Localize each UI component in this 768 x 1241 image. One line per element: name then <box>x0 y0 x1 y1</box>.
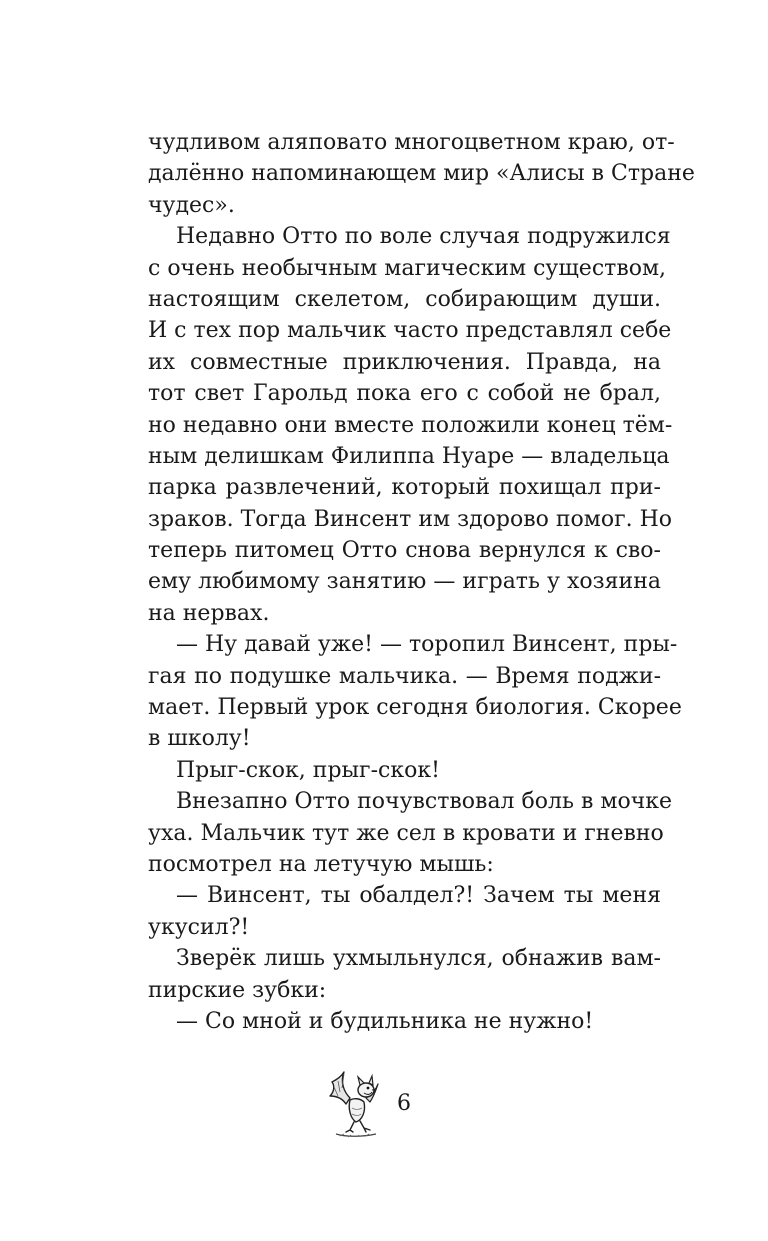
text-line: укусил?! <box>148 914 250 940</box>
text-line: настоящим скелетом, собирающим души. <box>148 286 661 312</box>
text-line: парка развлечений, который похищал при- <box>148 475 661 501</box>
text-line: пирские зубки: <box>148 977 327 1003</box>
page-footer <box>326 1068 446 1140</box>
text-line: теперь питомец Отто снова вернулся к сво- <box>148 538 661 564</box>
text-line: гая по подушке мальчика. — Время поджи- <box>148 663 661 689</box>
text-line: чудес». <box>148 192 235 218</box>
text-line: с очень необычным магическим существом, <box>148 255 667 281</box>
text-line: на нервах. <box>148 600 270 626</box>
text-line: Зверёк лишь ухмыльнулся, обнажив вам- <box>176 946 661 972</box>
text-line: их совместные приключения. Правда, на <box>148 349 661 375</box>
text-line: И с тех пор мальчик часто представлял себе <box>148 318 672 344</box>
text-line: в школу! <box>148 726 251 752</box>
text-line: тот свет Гарольд пока его с собой не брал, <box>148 381 661 407</box>
text-line: далённо напоминающем мир «Алисы в Стране <box>148 161 695 187</box>
text-line: но недавно они вместе положили конец тём- <box>148 412 673 438</box>
text-line: посмотрел на летучую мышь: <box>148 851 494 877</box>
text-line: Внезапно Отто почувствовал боль в мочке <box>176 789 673 815</box>
text-line: — Ну давай уже! — торопил Винсент, пры- <box>176 632 678 658</box>
text-line: ным делишкам Филиппа Нуаре — владельца <box>148 443 670 469</box>
bat-illustration-icon <box>326 1068 386 1140</box>
text-line: мает. Первый урок сегодня биология. Скорее <box>148 695 682 721</box>
page-number: 6 <box>397 1091 411 1116</box>
text-line: Прыг-скок, прыг-скок! <box>176 757 440 783</box>
book-page-text <box>148 127 695 1037</box>
text-line: ему любимому занятию — играть у хозяина <box>148 569 661 595</box>
text-line: — Со мной и будильника не нужно! <box>176 1008 594 1034</box>
text-line: чудливом аляповато многоцветном краю, от- <box>148 130 675 155</box>
text-line: зраков. Тогда Винсент им здорово помог. Но <box>148 506 673 532</box>
text-line: уха. Мальчик тут же сел в кровати и гневно <box>148 820 664 846</box>
text-line: Недавно Отто по воле случая подружился <box>176 224 671 250</box>
text-line: — Винсент, ты обалдел?! Зачем ты меня <box>176 883 661 909</box>
